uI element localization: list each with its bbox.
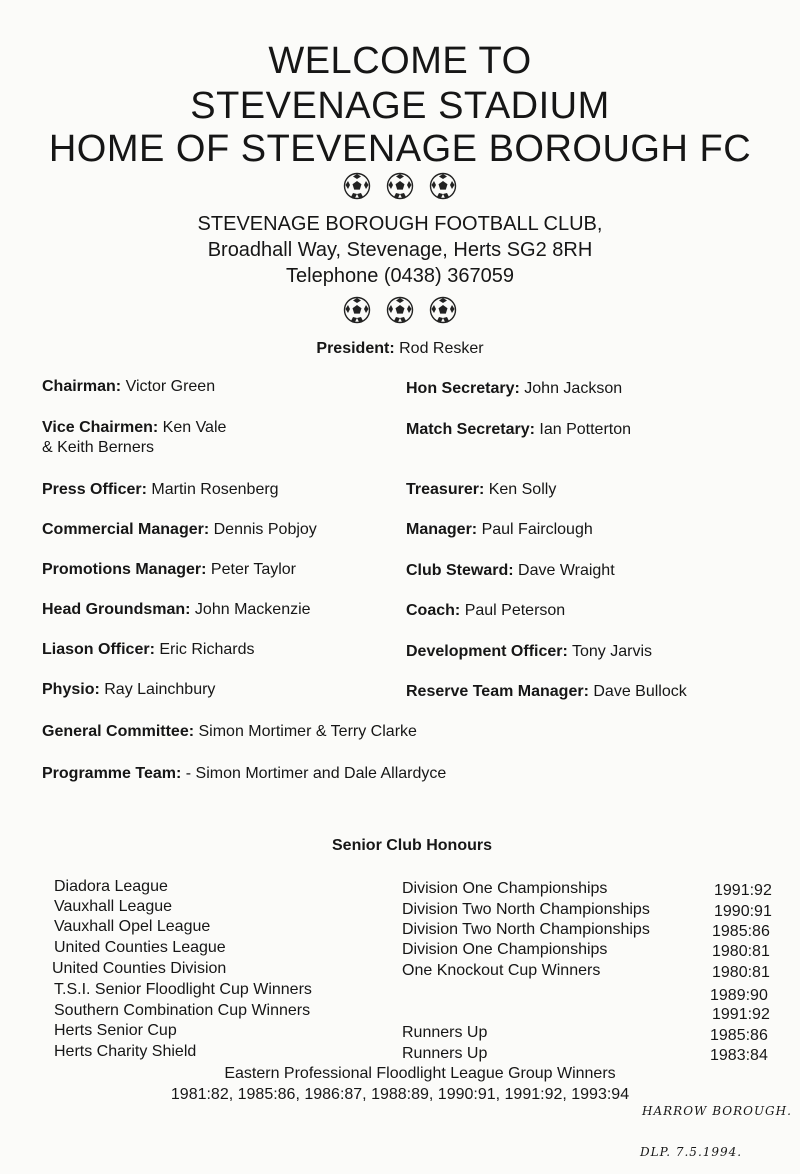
official-name: Victor Green xyxy=(125,378,216,395)
honour-competition: Herts Senior Cup xyxy=(54,1022,177,1039)
official-label: Coach: xyxy=(406,602,461,619)
honour-competition: United Counties League xyxy=(54,939,226,956)
official-commercial-manager xyxy=(42,520,317,539)
honour-competition: Herts Charity Shield xyxy=(54,1043,197,1060)
official-hon-secretary xyxy=(406,379,622,398)
honour-season: 1983:84 xyxy=(710,1047,768,1064)
official-name: Ian Potterton xyxy=(539,421,632,438)
handwritten-opponent: HARROW BOROUGH. xyxy=(642,1104,792,1118)
honour-achievement: Division Two North Championships xyxy=(402,921,650,938)
official-name: Ray Lainchbury xyxy=(104,681,216,698)
official-head-groundsman xyxy=(42,600,311,619)
official-name: Martin Rosenberg xyxy=(151,481,279,498)
official-press-officer xyxy=(42,480,279,499)
official-coach xyxy=(406,601,565,620)
official-name: Tony Jarvis xyxy=(571,643,652,660)
official-name: John Jackson xyxy=(524,380,623,397)
football-icon-row xyxy=(0,172,800,200)
honour-achievement: Division One Championships xyxy=(402,880,608,897)
football-icon xyxy=(429,296,457,324)
official-name: Ken Solly xyxy=(488,481,557,498)
football-icon-row xyxy=(0,296,800,324)
official-club-steward xyxy=(406,561,615,580)
honour-competition: T.S.I. Senior Floodlight Cup Winners xyxy=(54,981,312,998)
official-name: Paul Peterson xyxy=(464,602,566,619)
official-promotions-manager xyxy=(42,560,296,579)
honour-season: 1991:92 xyxy=(712,1006,770,1023)
official-liason-officer xyxy=(42,640,255,659)
official-vice-chairmen-2: & Keith Berners xyxy=(42,439,155,456)
honour-achievement: Division One Championships xyxy=(402,941,608,958)
heading-line-2: STEVENAGE STADIUM xyxy=(190,85,610,127)
official-programme-team xyxy=(42,764,446,783)
official-label: Development Officer: xyxy=(406,643,568,660)
official-label: Club Steward: xyxy=(406,562,514,579)
official-name: Paul Fairclough xyxy=(481,521,593,538)
honour-season: 1990:91 xyxy=(714,903,772,920)
official-label: Commercial Manager: xyxy=(42,521,210,538)
official-label: Match Secretary: xyxy=(406,421,535,438)
official-label: Press Officer: xyxy=(42,481,147,498)
heading-line-3: HOME OF STEVENAGE BOROUGH FC xyxy=(48,128,752,170)
honour-season: 1989:90 xyxy=(710,987,768,1004)
president-label: President: xyxy=(316,340,395,357)
eastern-seasons: 1981:82, 1985:86, 1986:87, 1988:89, 1990:91, 1991:92, 1993:94 xyxy=(170,1086,630,1103)
honour-season: 1991:92 xyxy=(714,882,772,899)
official-label: Physio: xyxy=(42,681,100,698)
official-label: General Committee: xyxy=(42,723,195,740)
official-label: Treasurer: xyxy=(406,481,485,498)
honour-competition: Southern Combination Cup Winners xyxy=(54,1002,311,1019)
club-telephone: Telephone (0438) 367059 xyxy=(286,265,514,287)
official-label: Promotions Manager: xyxy=(42,561,207,578)
honours-heading: Senior Club Honours xyxy=(332,837,492,854)
official-general-committee xyxy=(42,722,417,741)
president xyxy=(0,339,800,358)
official-label: Hon Secretary: xyxy=(406,380,520,397)
honour-competition: Diadora League xyxy=(54,878,168,895)
official-name: Ken Vale xyxy=(162,419,227,436)
official-name: Peter Taylor xyxy=(210,561,296,578)
official-label: Head Groundsman: xyxy=(42,601,191,618)
football-icon xyxy=(343,296,371,324)
official-manager xyxy=(406,520,593,539)
club-name: STEVENAGE BOROUGH FOOTBALL CLUB, xyxy=(197,213,603,235)
football-icon xyxy=(343,172,371,200)
official-label: Liason Officer: xyxy=(42,641,155,658)
honour-achievement: Division Two North Championships xyxy=(402,901,650,918)
football-icon xyxy=(429,172,457,200)
official-development-officer xyxy=(406,642,652,661)
official-label: Manager: xyxy=(406,521,478,538)
official-match-secretary xyxy=(406,420,631,439)
official-name: John Mackenzie xyxy=(194,601,311,618)
official-name: Eric Richards xyxy=(159,641,255,658)
honour-achievement: Runners Up xyxy=(402,1024,488,1041)
official-chairman xyxy=(42,377,215,396)
honour-competition: Vauxhall Opel League xyxy=(54,918,211,935)
honour-achievement: Runners Up xyxy=(402,1045,488,1062)
president-name: Rod Resker xyxy=(399,340,484,357)
heading-line-1: WELCOME TO xyxy=(268,40,532,82)
official-name: Dave Bullock xyxy=(593,683,687,700)
official-label: Chairman: xyxy=(42,378,122,395)
club-address: Broadhall Way, Stevenage, Herts SG2 8RH xyxy=(207,239,593,261)
official-reserve-team-manager xyxy=(406,682,687,701)
official-name: Simon Mortimer & Terry Clarke xyxy=(198,723,417,740)
honour-season: 1980:81 xyxy=(712,943,770,960)
honour-season: 1985:86 xyxy=(710,1027,768,1044)
official-physio xyxy=(42,680,215,699)
honour-competition: Vauxhall League xyxy=(54,898,173,915)
honour-competition: United Counties Division xyxy=(52,960,227,977)
official-label: Reserve Team Manager: xyxy=(406,683,589,700)
official-name: - Simon Mortimer and Dale Allardyce xyxy=(185,765,447,782)
official-label: Programme Team: xyxy=(42,765,182,782)
honour-season: 1985:86 xyxy=(712,923,770,940)
football-icon xyxy=(386,172,414,200)
honour-achievement: One Knockout Cup Winners xyxy=(402,962,601,979)
official-vice-chairmen xyxy=(42,418,226,437)
official-name: Dave Wraight xyxy=(518,562,615,579)
football-icon xyxy=(386,296,414,324)
eastern-title: Eastern Professional Floodlight League Group Winners xyxy=(224,1065,616,1082)
official-name: Dennis Pobjoy xyxy=(213,521,317,538)
handwritten-date: DLP. 7.5.1994. xyxy=(640,1145,743,1159)
official-treasurer xyxy=(406,480,556,499)
official-label: Vice Chairmen: xyxy=(42,419,159,436)
honour-season: 1980:81 xyxy=(712,964,770,981)
